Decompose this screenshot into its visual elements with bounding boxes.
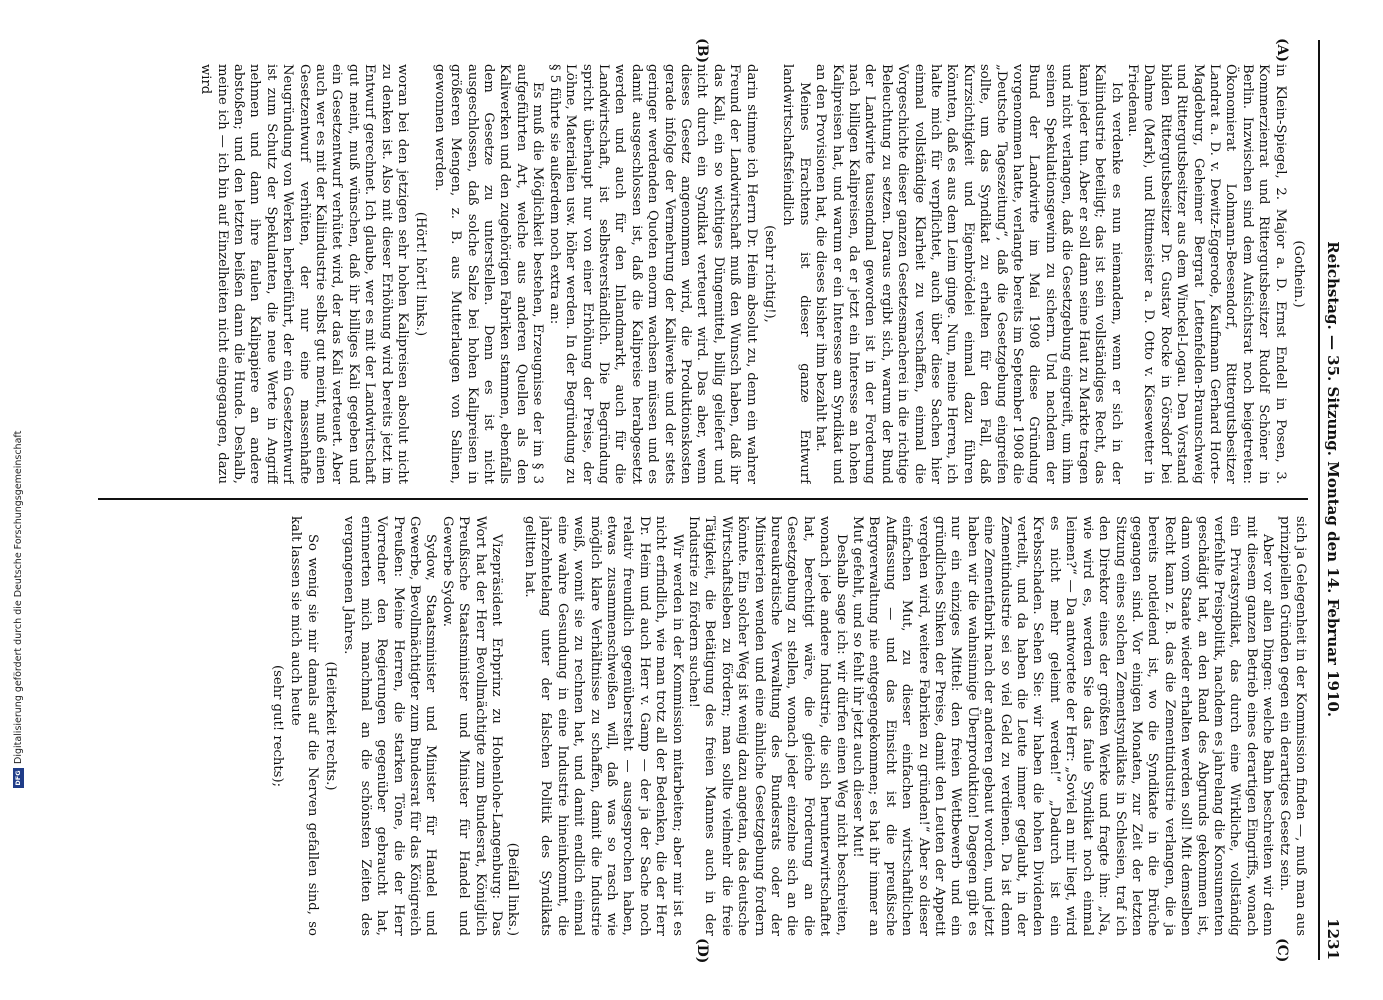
header-rule bbox=[1318, 40, 1320, 960]
paragraph: So wenig sie mir damals auf die Nerven gefallen sind, so kalt lassen sie mich auch heute bbox=[288, 516, 320, 936]
credit-text: Digitalisierung gefördert durch die Deutsche Forschungsgemeinschaft bbox=[12, 430, 24, 764]
quotation: Es muß die Möglichkeit bestehen, Erzeugnisse der im § 3 aufgeführten Art, welche aus anderen Quellen als den Kaliwerken und den zugehörigen Fabriken stammen, ebenfalls dem Gesetze zu unterstellen. Denn es ist nicht ausgeschlossen, daß solche Salze bei hohen Kalipreisen in größeren Mengen, z. B. aus Mutterlaugen von Salinen, gewonnen werden. bbox=[431, 64, 546, 484]
interjection: (sehr gut! rechts); bbox=[269, 664, 285, 788]
paragraph: in Klein-Spiegel, 2. Major a. D. Ernst Endell in Posen, 3. Kommerzienrat und Rittergutsbesitzer Rudolf Schöner in Berlin. Inzwischen sind dem Aufsichtsrat noch beigetreten: Ökonomierat Lohmann-Beesendorf, Rittergutsbesitzer Landrat a. D. v. Dewitz-Eggerode, Kaufmann Gerhard Horte-Magdeburg, Geheimer Bergrat Lettenfelden-Braunschweig und Rittergutsbesitzer aus dem Winckel-Logau. Den Vorstand bilden Rittergutsbesitzer Dr. Gustav Rocke in Görsdorf bei Dahme (Mark), und Rittmeister a. D. Otto v. Kiesewetter in Friedenau. bbox=[1124, 64, 1288, 484]
page-number: 1231 bbox=[1324, 918, 1342, 960]
margin-marker-c: (C) bbox=[1274, 938, 1290, 963]
paragraph: darin stimme ich Herrn Dr. Heim absolut zu, denn ein wahrer Freund der Landwirtschaft muß den Wunsch haben, daß ihr das Kali, ein so wichtiges Düngemittel, billig geliefert und nicht durch ein Syndikat verteuert wird. Das aber, wenn dieses Gesetz angenommen wird, die Produktionskosten gerade infolge der Vermehrung der Kaliwerke und der stets geringer werdenden Quoten enorm wachsen müssen und es damit ausgeschlossen ist, daß die Kalipreise herabgesetzt werden und auch für den Inlandmarkt, auch für die Landwirtschaft, ist selbstverständlich. Die Begründung spricht überhaupt nur von einer Erhöhung der Preise, der Löhne, Materialien usw. höher werden. In der Begründung zu § 5 führte sie außerdem noch extra an: bbox=[546, 64, 759, 484]
margin-marker-b: (B) bbox=[694, 38, 710, 64]
dfg-logo: DFG bbox=[13, 768, 24, 788]
page-header bbox=[1324, 40, 1350, 960]
column-divider bbox=[98, 498, 1308, 500]
paragraph: woran bei den jetzigen sehr hohen Kalipreisen absolut nicht zu denken ist. Also mit dieser Erhöhung wird bereits jetzt im Entwurf gerechnet. Ich glaube, wer es mit der Landwirtschaft gut meint, muß wünschen, daß ihr billiges Kali gegeben und ein Gesetzentwurf verhütet wird, der das Kali verteuert. Aber auch wer es mit der Kaliindustrie selbst gut meint, muß einen Gesetzentwurf verhüten, der nur eine massenhafte Neugründung von Werken herbeiführt, der ein Gesetzentwurf ist zum Schutz der Spekulanten, die neue Werte in Angriff nehmen und dann ihre faulen Kalipapiere an andere abstoßen; und den letzten beißen dann die Hunde. Deshalb, meine ich — ich bin auf Einzelheiten nicht eingegangen, dazu wird bbox=[198, 64, 411, 484]
paragraph: Wir werden in der Kommission mitarbeiten; aber mir ist es nicht erfindlich, wie man trotz all der Bedenken, die der Herr Dr. Heim und auch Herr v. Gamp — der ja der Sache noch relativ freundlich gegenübersteht — ausgesprochen haben, etwas zusammenschweißen will, daß was so rasch wie möglich klare Verhältnisse zu schaffen, damit die Industrie weiß, womit sie zu rechnen hat, und damit endlich einmal eine wahre Gesundung in eine Industrie hineinkommt, die jahrzehntelang unter der falschen Politik des Syndikats gelitten hat. bbox=[521, 516, 685, 936]
speaker-paragraph: Sydow, Staatsminister und Minister für Handel und Gewerbe, Bevollmächtigter zum Bundesrat für das Königreich Preußen: Meine Herren, die starken Töne, die der Herr Vorredner den Regierungen gegenüber gebraucht hat, erinnerten mich manchmal an die schönsten Zeiten des vergangenen Jahres. bbox=[341, 516, 439, 936]
paragraph: Ich verdenke es nun niemandem, wenn er sich in der Kaliindustrie beteiligt; das ist sein vollständiges Recht, das kann jeder tun. Aber er soll dann seine Haut zu Markte tragen und nicht verlangen, daß die Gesetzgebung eingreift, um ihm seinen Spekulationsgewinn zu sichern. Und nachdem der Bund der Landwirte im Mai 1908 diese Gründung vorgenommen hatte, verlangte bereits im September 1908 die „Deutsche Tageszeitung“, daß die Gesetzgebung eingreifen sollte, um das Syndikat zu erhalten für den Fall, daß Kurzsichtigkeit und Eigenbrödelei einmal dazu führen könnten, daß es aus dem Leim ginge. Nun, meine Herren, ich halte mich für verpflichtet, auch über diese Sachen hier einmal vollständige Klarheit zu verschaffen, einmal die Vorgeschichte dieser ganzen Gesetzesmacherei in die richtige Beleuchtung zu setzen. Daraus ergibt sich, warum der Bund der Landwirte tausendmal geworden ist in der Forderung nach billigen Kalipreisen, da er jetzt ein Interesse an hohen Kalipreisen hat, und warum er ein Interesse am Syndikat und an den Provisionen hat, die dieses bisher ihm bezahlt hat. bbox=[813, 64, 1124, 484]
interjection: (Beifall links.) bbox=[505, 842, 521, 936]
document-sheet bbox=[90, 38, 1350, 964]
rotated-page bbox=[90, 38, 1350, 964]
interjection: (Hört! hört! links.) bbox=[413, 211, 429, 337]
interjection: (sehr richtig!), bbox=[762, 225, 777, 323]
speaker-heading: (Gothein.) bbox=[1291, 240, 1306, 308]
margin-marker-a: (A) bbox=[1274, 38, 1290, 63]
margin-marker-d: (D) bbox=[694, 938, 710, 964]
running-title: Reichstag. — 35. Sitzung. Montag den 14. Februar 1910. bbox=[1324, 241, 1342, 718]
paragraph: Deshalb sage ich: wir dürfen einen Weg nicht beschreiten, wonach jede andere Industrie, die sich herunterwirtschaftet hat, berechtigt wäre, die gleiche Forderung an die Gesetzgebung zu stellen, wonach jeder einzelne sich an die bureaukratische Verwaltung des Bundesrats oder der Ministerien wenden und eine ähnliche Gesetzgebung fordern könnte. Ein solcher Weg ist wenig dazu angetan, das deutsche Wirtschaftsleben zu fördern; man sollte vielmehr die freie Tätigkeit, die Betätigung des freien Mannes auch in der Industrie zu fördern suchen! bbox=[685, 516, 849, 936]
interjection: (Heiterkeit rechts.) bbox=[323, 661, 339, 791]
right-column bbox=[98, 516, 1308, 936]
speaker-paragraph: Vizepräsident Erbprinz zu Hohenlohe-Langenburg: Das Wort hat der Herr Bevollmächtigte zum Bundesrat, Königlich Preußische Staatsminister und Minister für Handel und Gewerbe Sydow. bbox=[439, 516, 505, 936]
digitization-credit bbox=[10, 188, 26, 788]
paragraph: sich ja Gelegenheit in der Kommission finden —, muß man aus prinzipiellen Gründen gegen ein derartiges Gesetz sein. bbox=[1276, 516, 1308, 936]
paragraph: Meines Erachtens ist dieser ganze Entwurf landwirtschaftsfeindlich bbox=[780, 64, 812, 484]
left-column bbox=[98, 64, 1308, 484]
paragraph: Aber vor allen Dingen: welche Bahn beschreiten wir denn mit diesem ganzen Betrieb eines derartigen Eingriffs, wonach ein Privatsyndikat, das durch eine Wirkliche, vollständig verfehlte Preispolitik, nachdem es jahrelang die Konsumenten geschädigt hat, an den Rand des Abgrunds gekommen ist, dann vom Staate wieder erhalten werden soll! Mit demselben Recht kann z. B. das die Zementindustrie verlangen, die ja bereits notleidend ist, wo die Syndikate in die Brüche gegangen sind. Vor einigen Monaten, zur Zeit der letzten Sitzung eines solchen Zementsyndikats in Schlesien, traf ich den Direktor eines der größten Werke und fragte ihn: „Na, wie wird es, werden Sie das faule Syndikat noch einmal leimen?“ — Da antwortete der Herr: „Soviel an mir liegt, wird es nicht mehr geleimt werden!“ „Dadurch ist ein Krebsschaden. Sehen Sie: wir haben die hohen Dividenden verteilt, und da haben die Leute immer geglaubt, in der Zementindustrie sei so viel Geld zu verdienen. Da ist denn eine Zementfabrik nach der anderen gebaut worden, und jetzt haben wir die wahnsinnige Überproduktion! Dagegen gibt es nur ein einziges Mittel: den freien Wettbewerb und ein gründliches Sinken der Preise, damit den Leuten der Appetit vergehen wird, weitere Fabriken zu gründen!“ Aber so dieser einfachen Mut, zu dieser einfachen wirtschaftlichen Auffassung — und das Einsicht ist die preußische Bergverwaltung nie entgegengekommen; es hat ihr immer an Mut gefehlt, und so fehlt ihr jetzt auch dieser Mut! bbox=[850, 516, 1276, 936]
